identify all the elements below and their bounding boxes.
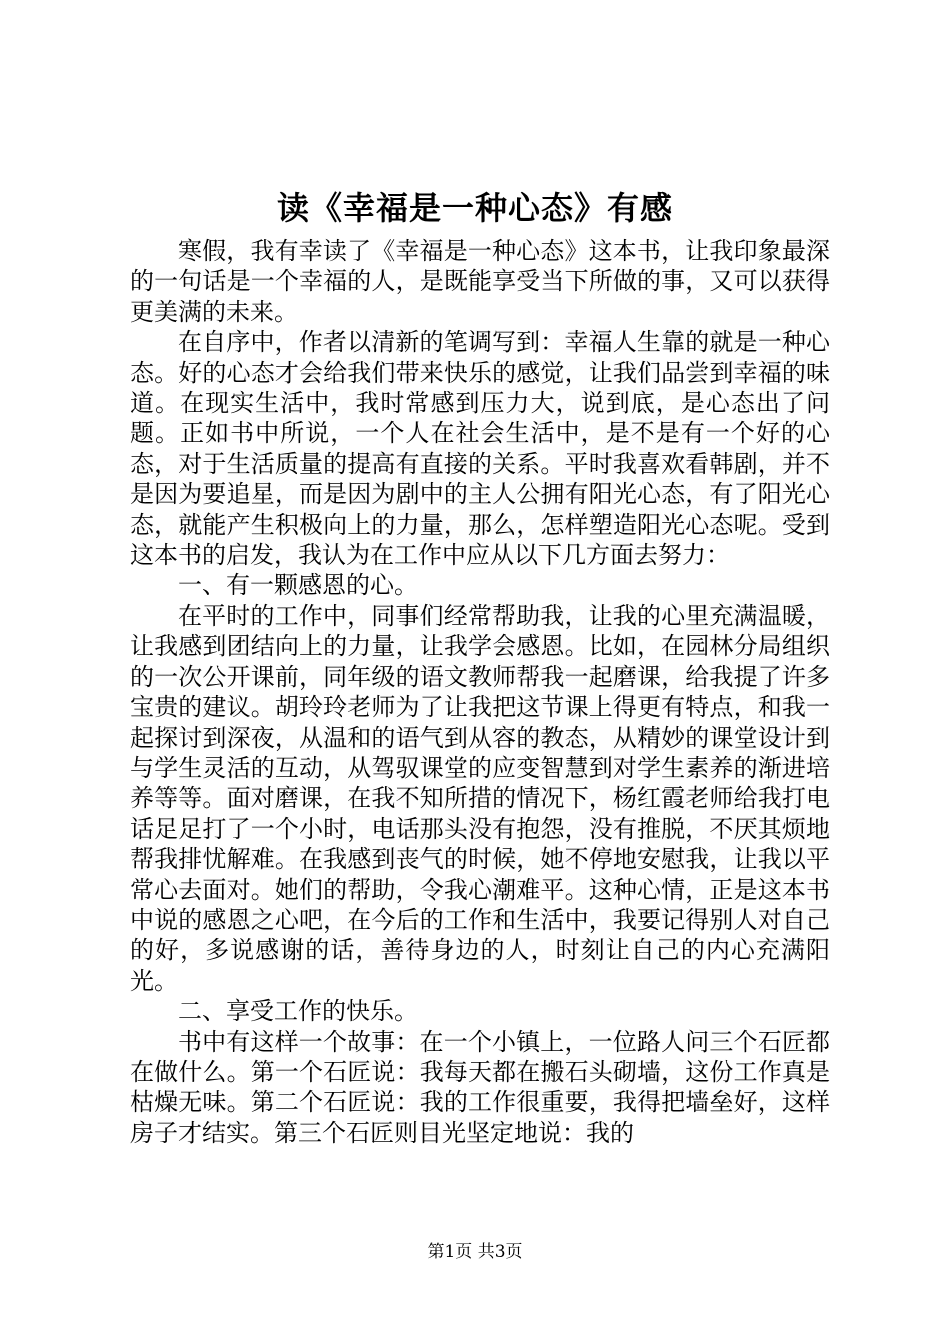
section-heading-gratitude: 一、有一颗感恩的心。	[178, 571, 418, 600]
document-body	[130, 236, 830, 1148]
document-title: 读《幸福是一种心态》有感	[276, 189, 673, 227]
paragraph-gratitude: 在平时的工作中，同事们经常帮助我，让我的心里充满温暖，让我感到团结向上的力量，让我学会感恩。比如，在园林分局组织的一次公开课前，同年级的语文教师帮我一起磨课，给我提了许多宝贵的建议。胡玲玲老师为了让我把这节课上得更有特点，和我一起探讨到深夜，从温和的语气到从容的教态，从精妙的课堂设计到与学生灵活的互动，从驾驭课堂的应变智慧到对学生素养的渐进培养等等。面对磨课，在我不知所措的情况下，杨红霞老师给我打电话足足打了一个小时，电话那头没有抱怨，没有推脱，不厌其烦地帮我排忧解难。在我感到丧气的时候，她不停地安慰我，让我以平常心去面对。她们的帮助，令我心潮难平。这种心情，正是这本书中说的感恩之心吧，在今后的工作和生活中，我要记得别人对自己的好，多说感谢的话，善待身边的人，时刻让自己的内心充满阳光。	[130, 601, 830, 995]
page-indicator: 第1页 共3页	[427, 1242, 523, 1262]
paragraph-story: 书中有这样一个故事：在一个小镇上，一位路人问三个石匠都在做什么。第一个石匠说：我每天都在搬石头砌墙，这份工作真是枯燥无味。第二个石匠说：我的工作很重要，我得把墙垒好，这样房子才结实。第三个石匠则目光坚定地说：我的	[130, 1027, 830, 1147]
section-heading-enjoy-work: 二、享受工作的快乐。	[178, 997, 418, 1026]
paragraph-intro: 寒假，我有幸读了《幸福是一种心态》这本书，让我印象最深的一句话是一个幸福的人，是既能享受当下所做的事，又可以获得更美满的未来。	[130, 237, 830, 326]
paragraph-preface: 在自序中，作者以清新的笔调写到：幸福人生靠的就是一种心态。好的心态才会给我们带来快乐的感觉，让我们品尝到幸福的味道。在现实生活中，我时常感到压力大，说到底，是心态出了问题。正如书中所说，一个人在社会生活中，是不是有一个好的心态，对于生活质量的提高有直接的关系。平时我喜欢看韩剧，并不是因为要追星，而是因为剧中的主人公拥有阳光心态，有了阳光心态，就能产生积极向上的力量，那么，怎样塑造阳光心态呢。受到这本书的启发，我认为在工作中应从以下几方面去努力：	[130, 328, 830, 570]
